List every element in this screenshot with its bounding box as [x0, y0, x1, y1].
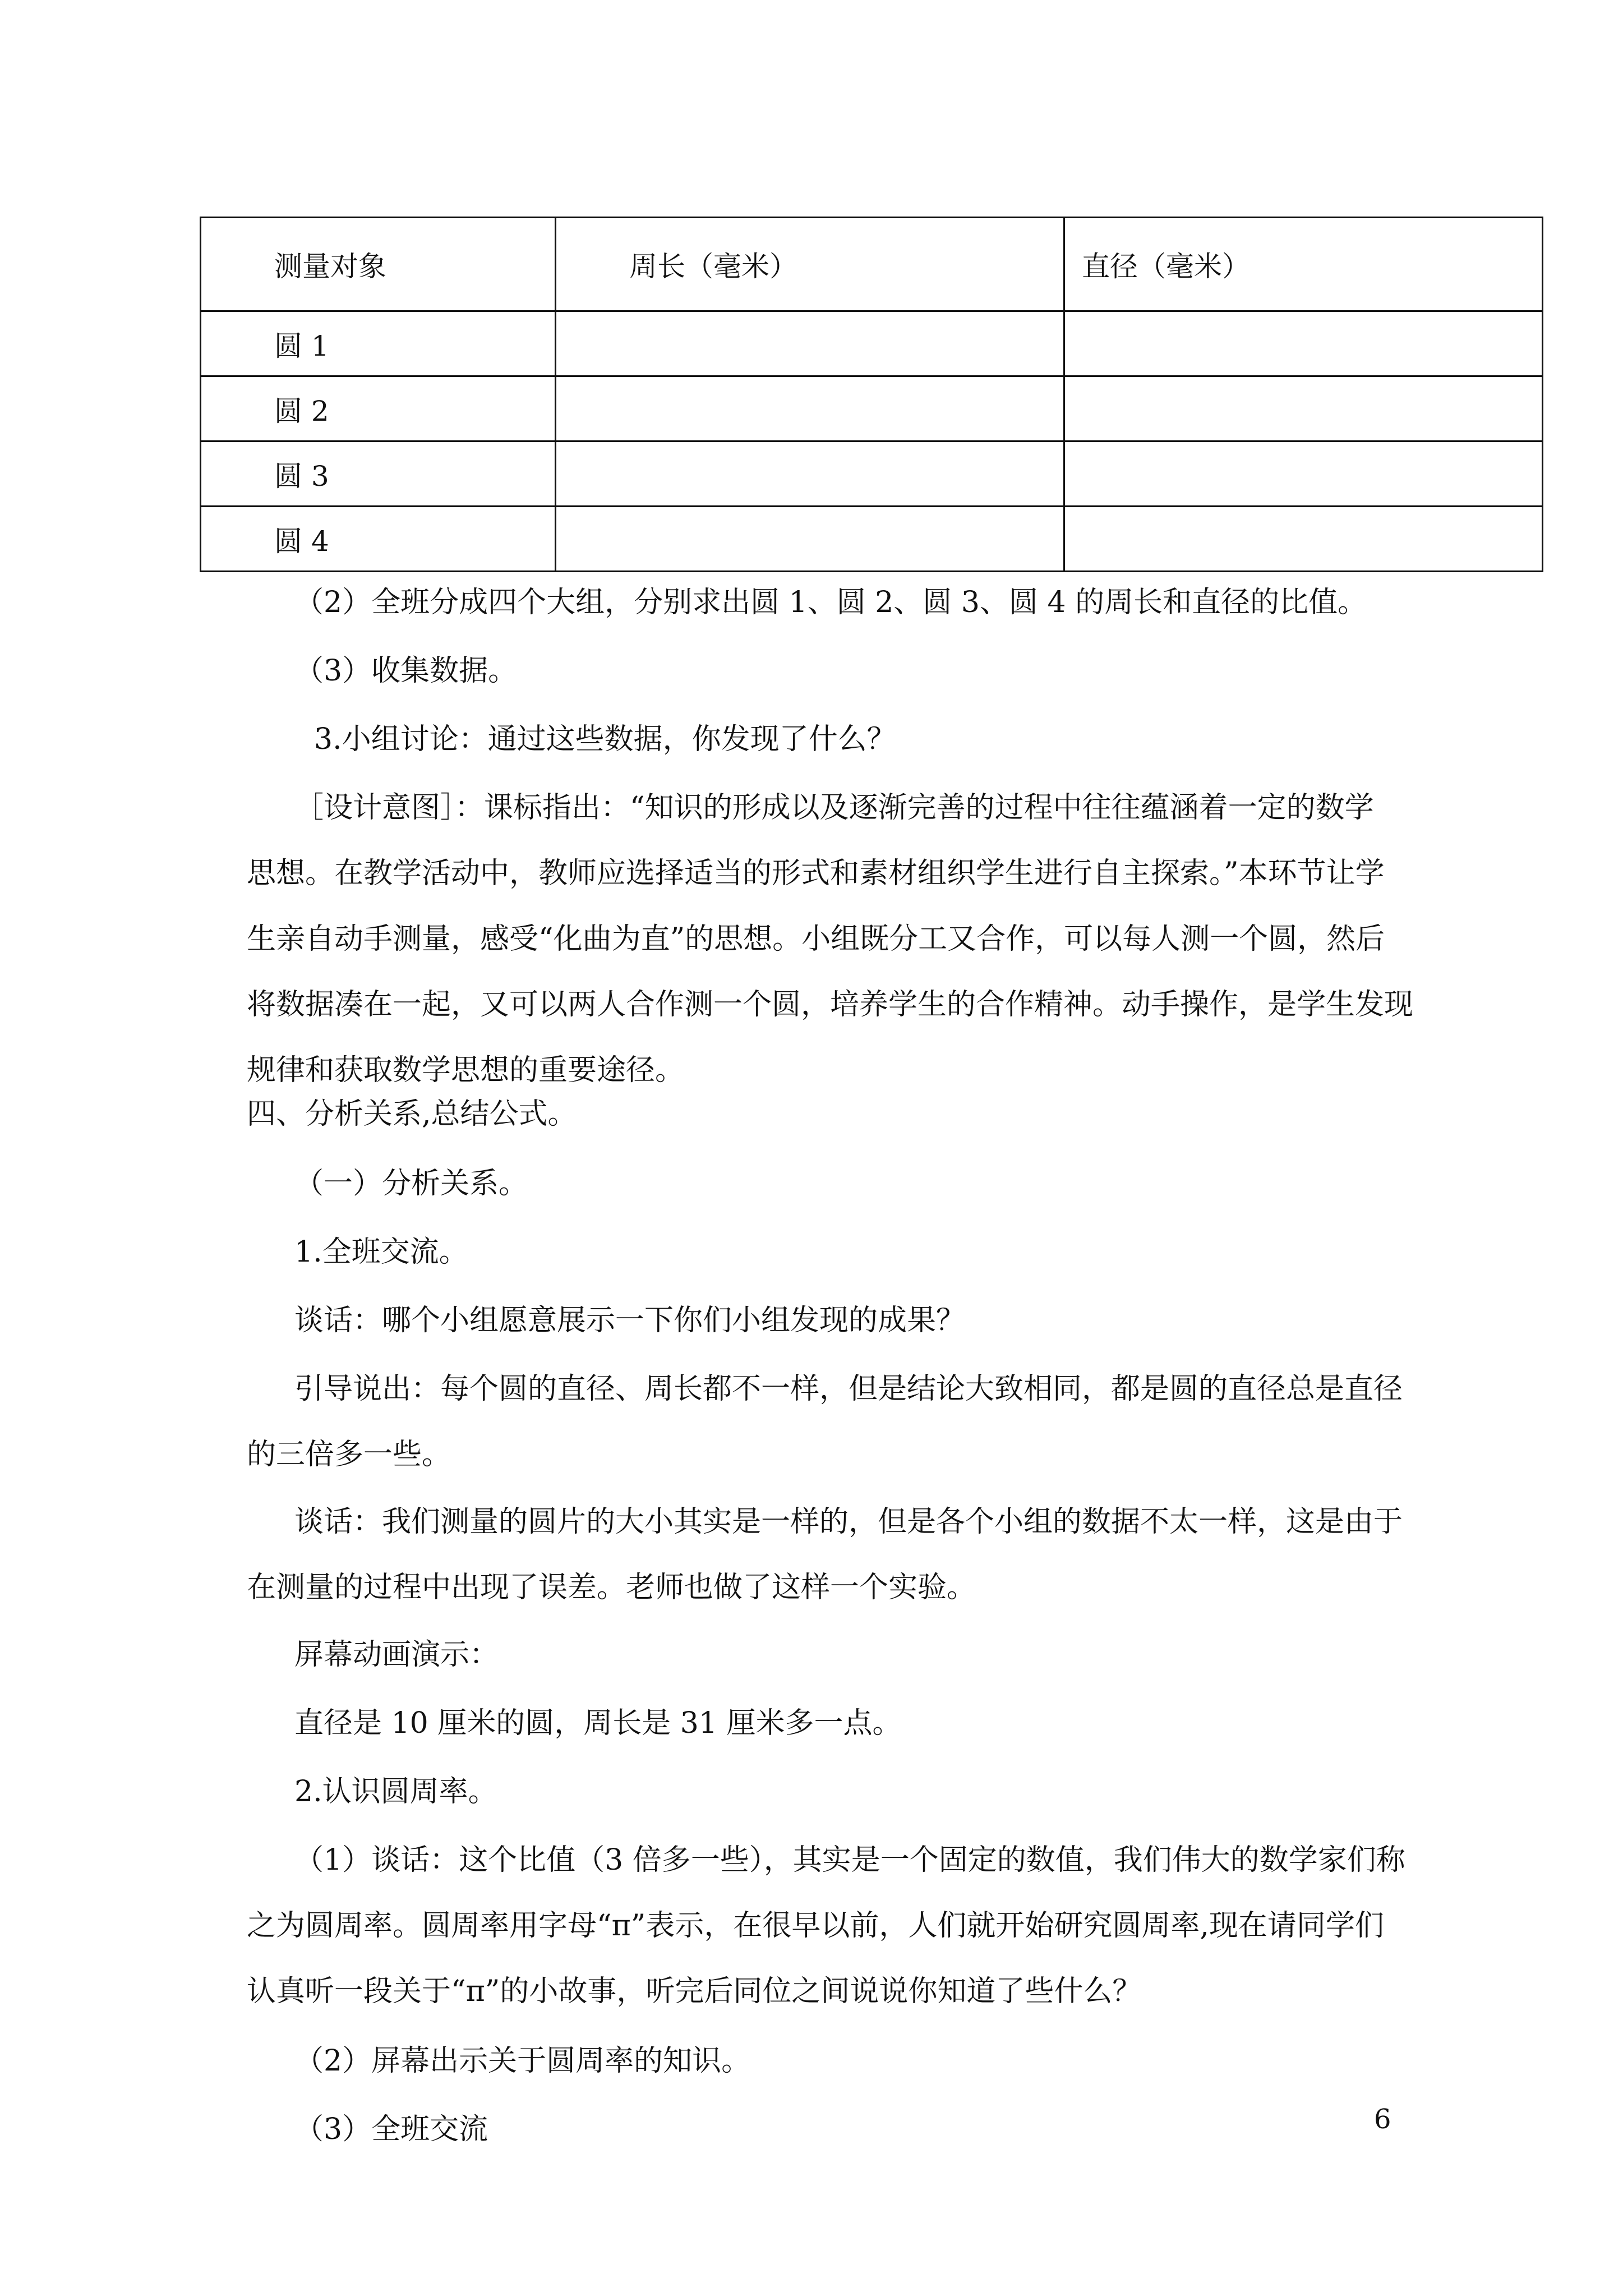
design-intent-line: 将数据凑在一起，又可以两人合作测一个圆，培养学生的合作精神。动手操作，是学生发现 — [247, 988, 1414, 1022]
item2-heading: 2.认识圆周率。 — [294, 1775, 497, 1809]
row-label: 圆 3 — [201, 441, 556, 507]
section-heading: 四、分析关系,总结公式。 — [247, 1097, 577, 1131]
discussion-paragraph: 3.小组讨论：通过这些数据，你发现了什么？ — [314, 723, 896, 756]
table-row — [201, 507, 1543, 572]
talk2-line: 谈话：我们测量的圆片的大小其实是一样的，但是各个小组的数据不太一样，这是由于 — [294, 1505, 1403, 1539]
guide-line: 引导说出：每个圆的直径、周长都不一样，但是结论大致相同，都是圆的直径总是直径 — [294, 1372, 1403, 1406]
diameter-cell — [1064, 441, 1543, 507]
row-label: 圆 2 — [201, 376, 556, 441]
pi-talk-line: （1）谈话：这个比值（3 倍多一些），其实是一个固定的数值，我们伟大的数学家们称 — [294, 1843, 1405, 1877]
subsection-heading: （一）分析关系。 — [294, 1167, 528, 1200]
table-header-row — [201, 218, 1543, 311]
screen-animation-label: 屏幕动画演示： — [294, 1638, 499, 1672]
pi-share-paragraph: （3）全班交流 — [294, 2113, 488, 2146]
table-row — [201, 311, 1543, 376]
pi-screen-paragraph: （2）屏幕出示关于圆周率的知识。 — [294, 2044, 751, 2078]
design-intent-block — [247, 775, 1414, 1103]
item-heading: 1.全班交流。 — [294, 1235, 468, 1269]
header-diameter: 直径（毫米） — [1064, 218, 1543, 311]
pi-talk-block — [247, 1828, 1405, 2024]
pi-talk-line: 认真听一段关于“π”的小故事，听完后同位之间说说你知道了些什么？ — [247, 1975, 1142, 2008]
perimeter-cell — [556, 376, 1064, 441]
table-row — [201, 441, 1543, 507]
diameter-cell — [1064, 507, 1543, 572]
page-number: 6 — [1374, 2104, 1391, 2135]
measurement-table — [200, 217, 1543, 572]
step3-paragraph: （3）收集数据。 — [294, 654, 518, 688]
talk2-line: 在测量的过程中出现了误差。老师也做了这样一个实验。 — [247, 1571, 976, 1604]
perimeter-cell — [556, 507, 1064, 572]
talk2-block — [247, 1489, 1403, 1621]
guide-block — [247, 1356, 1403, 1488]
header-object: 测量对象 — [201, 218, 556, 311]
guide-line: 的三倍多一些。 — [247, 1438, 451, 1471]
perimeter-cell — [556, 441, 1064, 507]
row-label: 圆 1 — [201, 311, 556, 376]
design-intent-line: 生亲自动手测量，感受“化曲为直”的思想。小组既分工又合作，可以每人测一个圆，然后 — [247, 922, 1385, 956]
design-intent-line: 思想。在教学活动中，教师应选择适当的形式和素材组织学生进行自主探索。”本环节让学 — [247, 857, 1385, 890]
example-paragraph: 直径是 10 厘米的圆，周长是 31 厘米多一点。 — [294, 1706, 902, 1740]
row-label: 圆 4 — [201, 507, 556, 572]
step2-paragraph: （2）全班分成四个大组，分别求出圆 1、圆 2、圆 3、圆 4 的周长和直径的比值。 — [294, 586, 1367, 619]
perimeter-cell — [556, 311, 1064, 376]
talk-paragraph: 谈话：哪个小组愿意展示一下你们小组发现的成果？ — [294, 1304, 966, 1337]
design-intent-line: 规律和获取数学思想的重要途径。 — [247, 1053, 685, 1087]
diameter-cell — [1064, 376, 1543, 441]
diameter-cell — [1064, 311, 1543, 376]
pi-talk-line: 之为圆周率。圆周率用字母“π”表示，在很早以前，人们就开始研究圆周率,现在请同学们 — [247, 1909, 1384, 1943]
design-intent-line: ［设计意图］：课标指出：“知识的形成以及逐渐完善的过程中往往蕴涵着一定的数学 — [294, 791, 1374, 825]
table-row — [201, 376, 1543, 441]
header-perimeter: 周长（毫米） — [556, 218, 1064, 311]
